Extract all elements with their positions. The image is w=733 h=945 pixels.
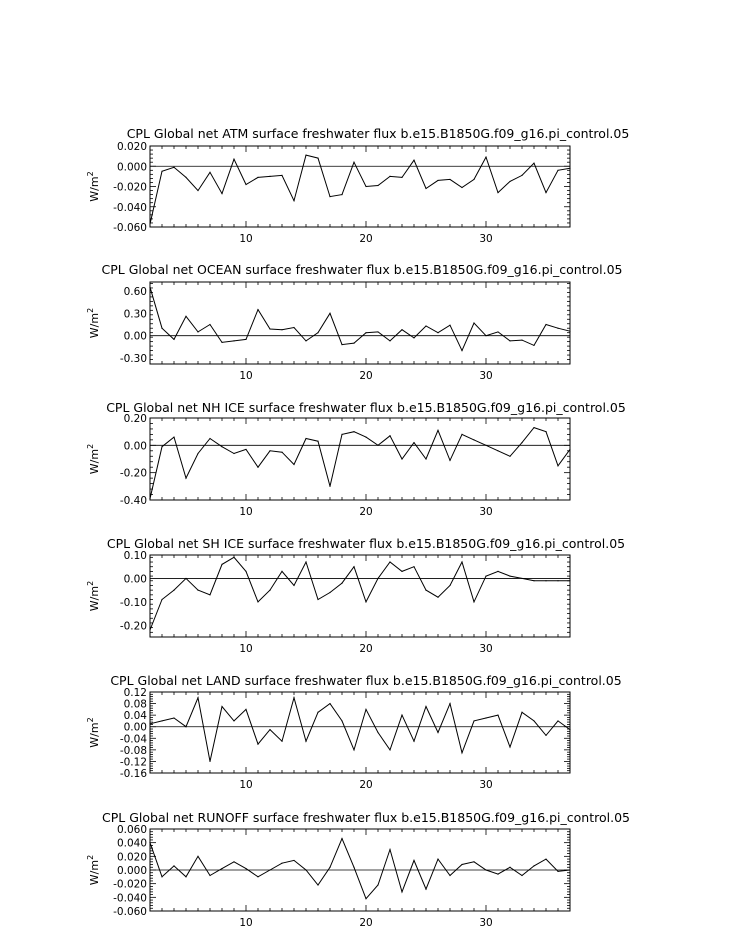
data-point [185,316,186,317]
data-point [545,580,546,581]
data-point [377,884,378,885]
data-point [461,561,462,562]
y-tick-label: 0.04 [123,710,147,723]
data-point [221,868,222,869]
series-line [150,839,570,899]
chart-title: CPL Global net LAND surface freshwater flux b.e15.B1850G.f09_g16.pi_control.05 [110,673,622,688]
data-point [377,732,378,733]
data-point [245,868,246,869]
data-point [173,167,174,168]
data-point [221,706,222,707]
data-point [365,898,366,899]
plot-frame [150,418,570,500]
data-point [197,590,198,591]
chart-title: CPL Global net NH ICE surface freshwater flux b.e15.B1850G.f09_g16.pi_control.05 [106,400,626,415]
data-point [149,223,150,224]
chart-panel-3 [86,400,626,518]
data-point [209,875,210,876]
data-point [569,580,570,581]
data-point [473,601,474,602]
data-point [365,332,366,333]
data-point [185,478,186,479]
data-point [245,709,246,710]
data-point [473,720,474,721]
data-point [317,599,318,600]
data-point [449,703,450,704]
data-point [149,723,150,724]
data-point [509,456,510,457]
data-point [389,435,390,436]
y-tick-label: -0.08 [119,744,147,757]
data-point [437,858,438,859]
data-point [365,601,366,602]
data-point [305,438,306,439]
data-point [533,345,534,346]
data-point [221,564,222,565]
data-point [341,720,342,721]
data-point [425,889,426,890]
y-tick-label: -0.060 [113,906,147,918]
data-point [533,865,534,866]
y-tick-label: 0.00 [123,573,147,586]
plot-frame [150,282,570,364]
data-point [305,561,306,562]
x-tick-label: 10 [239,506,253,518]
data-point [521,340,522,341]
data-point [437,732,438,733]
data-point [293,585,294,586]
data-point [257,309,258,310]
data-point [293,327,294,328]
data-point [245,339,246,340]
x-tick-label: 30 [479,370,493,382]
y-tick-label: 0.00 [123,440,147,453]
data-point [329,486,330,487]
data-point [209,594,210,595]
data-point [401,571,402,572]
x-tick-label: 10 [239,779,253,791]
data-point [509,867,510,868]
data-point [329,592,330,593]
data-point [401,177,402,178]
y-tick-label: -0.020 [113,878,147,891]
x-tick-label: 20 [359,506,373,518]
data-point [365,709,366,710]
x-tick-label: 20 [359,233,373,245]
data-point [449,875,450,876]
data-point [413,160,414,161]
data-point [161,876,162,877]
y-tick-label: 0.060 [116,824,147,836]
data-point [245,571,246,572]
data-point [485,869,486,870]
data-point [425,458,426,459]
data-point [149,629,150,630]
x-tick-label: 30 [479,779,493,791]
data-point [485,717,486,718]
data-point [557,720,558,721]
data-point [221,342,222,343]
data-point [233,557,234,558]
x-tick-label: 10 [239,917,253,929]
y-tick-label: -0.20 [119,467,147,480]
data-point [317,332,318,333]
data-point [269,328,270,329]
data-point [545,858,546,859]
data-point [497,331,498,332]
data-point [293,697,294,698]
data-point [509,746,510,747]
data-point [329,196,330,197]
y-tick-label: -0.020 [113,181,147,194]
data-point [473,439,474,440]
data-point [305,869,306,870]
data-point [425,188,426,189]
data-point [497,874,498,875]
data-point [233,720,234,721]
data-point [281,741,282,742]
data-point [329,703,330,704]
data-point [569,331,570,332]
data-point [161,599,162,600]
y-tick-label: -0.060 [113,222,147,234]
chart-panel-5 [86,673,622,791]
data-point [461,350,462,351]
data-point [173,865,174,866]
data-point [269,869,270,870]
y-tick-label: 0.30 [123,308,147,321]
y-tick-label: -0.30 [119,353,147,366]
data-point [341,583,342,584]
data-point [509,575,510,576]
data-point [377,185,378,186]
data-point [269,729,270,730]
y-tick-label: 0.20 [123,413,147,425]
data-point [437,597,438,598]
x-tick-label: 20 [359,917,373,929]
data-point [569,168,570,169]
data-point [197,697,198,698]
data-point [437,180,438,181]
data-point [449,325,450,326]
data-point [245,184,246,185]
data-point [233,340,234,341]
data-point [317,884,318,885]
data-point [173,590,174,591]
data-point [569,449,570,450]
data-point [353,867,354,868]
data-point [461,864,462,865]
data-point [353,343,354,344]
data-point [521,712,522,713]
data-point [365,186,366,187]
data-point [353,749,354,750]
x-tick-label: 20 [359,370,373,382]
data-point [449,585,450,586]
data-point [209,761,210,762]
data-point [305,340,306,341]
data-point [281,329,282,330]
data-point [449,179,450,180]
data-point [341,434,342,435]
series-line [150,557,570,630]
data-point [161,171,162,172]
data-point [185,177,186,178]
data-point [461,187,462,188]
data-point [281,863,282,864]
data-point [533,720,534,721]
data-point [413,442,414,443]
data-point [449,460,450,461]
data-point [365,437,366,438]
plot-frame [150,555,570,637]
data-point [305,155,306,156]
y-axis-label: $W/m^2$ [86,580,101,612]
x-tick-label: 10 [239,233,253,245]
y-tick-label: 0.00 [123,721,147,734]
data-point [497,450,498,451]
data-point [269,176,270,177]
data-point [341,344,342,345]
data-point [173,437,174,438]
data-point [329,313,330,314]
data-point [353,162,354,163]
data-point [545,431,546,432]
chart-title: CPL Global net OCEAN surface freshwater flux b.e15.B1850G.f09_g16.pi_control.05 [101,262,623,277]
data-point [413,566,414,567]
data-point [209,172,210,173]
data-point [509,181,510,182]
data-point [533,427,534,428]
data-point [377,445,378,446]
data-point [149,842,150,843]
y-tick-label: -0.20 [119,620,147,633]
data-point [461,434,462,435]
y-axis-label: $W/m^2$ [86,307,101,339]
series-line [150,428,570,499]
data-point [173,339,174,340]
data-point [233,861,234,862]
data-point [293,464,294,465]
data-point [557,580,558,581]
data-point [389,849,390,850]
data-point [149,498,150,499]
chart-panel-6 [86,810,630,929]
x-tick-label: 30 [479,917,493,929]
data-point [545,735,546,736]
y-tick-label: 0.08 [123,698,147,711]
data-point [161,446,162,447]
chart-panel-1 [86,126,629,245]
series-line [150,698,570,762]
y-tick-label: 0.10 [123,550,147,562]
y-tick-label: -0.10 [119,596,147,609]
data-point [245,449,246,450]
x-tick-label: 10 [239,370,253,382]
chart-panel-4 [86,536,625,655]
data-point [293,860,294,861]
data-point [341,838,342,839]
y-tick-label: 0.12 [123,687,147,699]
data-point [209,324,210,325]
data-point [473,179,474,180]
data-point [521,875,522,876]
data-point [557,465,558,466]
y-tick-label: 0.60 [123,285,147,298]
data-point [533,163,534,164]
data-point [161,720,162,721]
y-tick-label: -0.040 [113,892,147,905]
y-tick-label: 0.00 [123,330,147,343]
data-point [317,712,318,713]
data-point [341,194,342,195]
data-point [257,601,258,602]
data-point [257,743,258,744]
data-point [557,871,558,872]
x-tick-label: 30 [479,233,493,245]
y-axis-label: $W/m^2$ [86,717,101,748]
data-point [401,891,402,892]
data-point [389,340,390,341]
data-point [485,157,486,158]
data-point [497,192,498,193]
data-point [401,458,402,459]
data-point [545,324,546,325]
data-point [533,580,534,581]
data-point [221,193,222,194]
data-point [569,729,570,730]
data-point [173,717,174,718]
data-point [413,337,414,338]
y-tick-label: 0.020 [116,141,147,153]
data-point [221,446,222,447]
plot-frame [150,692,570,773]
y-tick-label: -0.040 [113,201,147,214]
data-point [437,430,438,431]
data-point [353,566,354,567]
data-point [281,571,282,572]
data-point [425,325,426,326]
data-point [185,578,186,579]
data-point [293,200,294,201]
data-point [185,726,186,727]
y-tick-label: -0.16 [119,768,147,780]
data-point [281,452,282,453]
data-point [209,438,210,439]
data-point [197,331,198,332]
data-point [377,578,378,579]
data-point [197,190,198,191]
data-point [281,175,282,176]
y-tick-label: 0.020 [116,851,147,864]
data-point [557,328,558,329]
data-point [233,453,234,454]
data-point [473,322,474,323]
data-point [185,876,186,877]
data-point [401,329,402,330]
y-axis-label: $W/m^2$ [86,171,101,202]
y-tick-label: -0.04 [119,733,147,746]
data-point [149,287,150,288]
data-point [521,175,522,176]
x-tick-label: 10 [239,643,253,655]
data-point [257,177,258,178]
data-point [305,741,306,742]
data-point [497,715,498,716]
data-point [389,749,390,750]
chart-title: CPL Global net SH ICE surface freshwater flux b.e15.B1850G.f09_g16.pi_control.05 [106,536,626,551]
y-tick-label: 0.000 [116,161,147,174]
data-point [425,590,426,591]
plot-frame [150,146,570,227]
x-tick-label: 30 [479,506,493,518]
data-point [269,590,270,591]
y-tick-label: 0.000 [116,865,147,877]
data-point [233,159,234,160]
data-point [377,331,378,332]
y-tick-label: -0.12 [119,756,147,769]
chart-title: CPL Global net ATM surface freshwater flux b.e15.B1850G.f09_g16.pi_control.05 [126,126,630,141]
data-point [545,192,546,193]
y-tick-label: 0.040 [116,837,147,850]
data-point [485,335,486,336]
data-point [485,575,486,576]
data-point [413,860,414,861]
data-point [521,442,522,443]
data-point [257,467,258,468]
data-point [197,856,198,857]
data-point [329,867,330,868]
data-point [269,450,270,451]
data-point [353,431,354,432]
y-axis-label: $W/m^2$ [86,854,101,886]
data-point [389,561,390,562]
data-point [401,715,402,716]
data-point [425,706,426,707]
y-axis-label: $W/m^2$ [86,443,101,475]
data-point [413,741,414,742]
series-line [150,155,570,224]
x-tick-label: 30 [479,643,493,655]
data-point [461,752,462,753]
data-point [521,578,522,579]
data-point [497,571,498,572]
series-line [150,287,570,350]
chart-panel-2 [86,262,622,382]
y-tick-label: -0.40 [119,495,147,507]
data-point [257,876,258,877]
data-point [161,328,162,329]
data-point [509,340,510,341]
chart-title: CPL Global net RUNOFF surface freshwater flux b.e15.B1850G.f09_g16.pi_control.05 [102,810,630,825]
data-point [317,441,318,442]
data-point [437,332,438,333]
data-point [569,869,570,870]
data-point [557,170,558,171]
data-point [473,861,474,862]
data-point [389,176,390,177]
x-tick-label: 20 [359,643,373,655]
data-point [485,445,486,446]
x-tick-label: 20 [359,779,373,791]
data-point [317,158,318,159]
data-point [197,453,198,454]
